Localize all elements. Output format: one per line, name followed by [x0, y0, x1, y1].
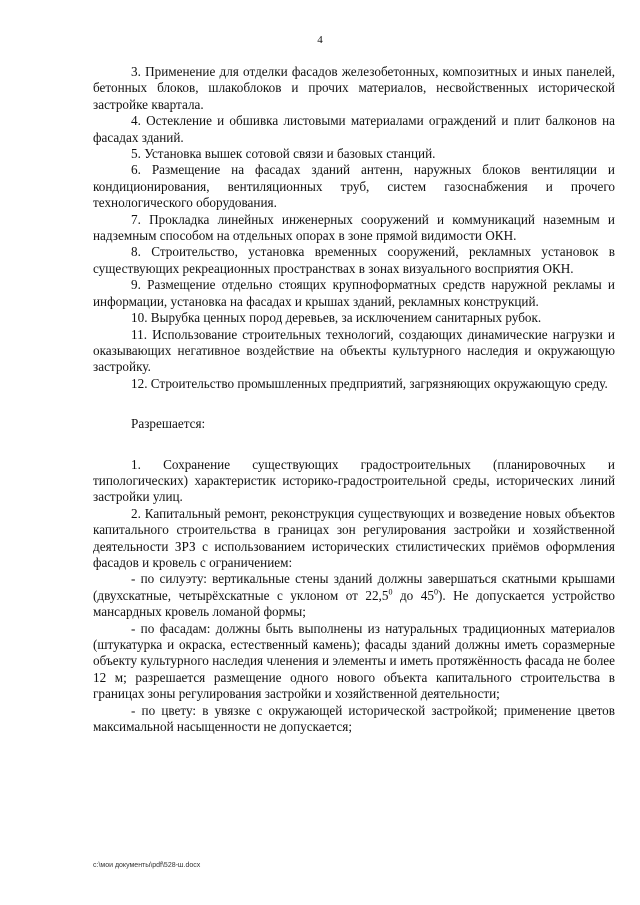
prohibited-item-3: 3. Применение для отделки фасадов железобетонных, композитных и иных панелей, бетонных блоков, шлакоблоков и прочих материалов, несвойственных исторической застройке квартала. [93, 64, 615, 112]
silhouette-text-middle: до 45 [392, 587, 434, 603]
prohibited-item-5: 5. Установка вышек сотовой связи и базовых станций. [131, 146, 436, 162]
page-number: 4 [317, 34, 323, 46]
document-body [93, 64, 615, 735]
silhouette-text-start: - по силуэту: вертикальные стены зданий должны завершаться скатными крышами (двухскатные, четырёхскатные с уклоном от 22,5 [93, 571, 615, 603]
prohibited-item-11: 11. Использование строительных технологий, создающих динамические нагрузки и оказывающих негативное воздействие на объекты культурного наследия и окружающую застройку. [93, 326, 615, 375]
prohibited-item-9: 9. Размещение отдельно стоящих крупноформатных средств наружной рекламы и информации, установка на фасадах и крышах зданий, рекламных конструкций. [93, 277, 615, 309]
silhouette-restriction [93, 571, 615, 620]
allowed-heading: Разрешается: [131, 416, 206, 432]
facades-restriction: - по фасадам: должны быть выполнены из натуральных традиционных материалов (штукатурка и окраска, естественный камень); фасады зданий должны иметь соразмерные объекту культурного наследия членения и элементы и иметь протяжённость фасада не более 12 м; разрешается размещение одного нового объекта капитального строительства в границах зоны регулирования застройки и хозяйственной деятельности; [93, 620, 615, 702]
prohibited-item-10: 10. Вырубка ценных пород деревьев, за исключением санитарных рубок. [131, 310, 542, 326]
prohibited-item-4: 4. Остекление и обшивка листовыми материалами ограждений и плит балконов на фасадах зданий. [93, 113, 615, 145]
prohibited-item-12: 12. Строительство промышленных предприятий, загрязняющих окружающую среду. [131, 375, 608, 391]
prohibited-item-7: 7. Прокладка линейных инженерных сооружений и коммуникаций наземным и надземным способом на отдельных опорах в зоне прямой видимости ОКН. [93, 211, 615, 244]
allowed-item-1: 1. Сохранение существующих градостроительных (планировочных и типологических) характеристик историко-градостроительной среды, исторических линий застройки улиц. [93, 456, 615, 505]
allowed-item-2: 2. Капитальный ремонт, реконструкция существующих и возведение новых объектов капитального строительства в границах зон регулирования застройки и хозяйственной деятельности ЗРЗ с использованием исторических стилистических приёмов оформления фасадов и кровель с ограничением: [93, 505, 615, 570]
prohibited-item-6: 6. Размещение на фасадах зданий антенн, наружных блоков вентиляции и кондиционирования, вентиляционных труб, систем газоснабжения и прочего технологического оборудования. [93, 162, 615, 211]
color-restriction: - по цвету: в увязке с окружающей исторической застройкой; применение цветов максимальной насыщенности не допускается; [93, 702, 615, 735]
silhouette-text-end: ). Не допускается устройство мансардных кровель ломаной формы; [93, 587, 616, 620]
degree-superscript: 0 [433, 587, 438, 597]
degree-superscript: 0 [388, 587, 393, 597]
footer-file-path: c:\мои документы\pdf\528-ш.docx [93, 862, 201, 869]
prohibited-item-8: 8. Строительство, установка временных сооружений, рекламных установок в существующих рекреационных пространствах в зонах визуального восприятия ОКН. [93, 244, 615, 276]
